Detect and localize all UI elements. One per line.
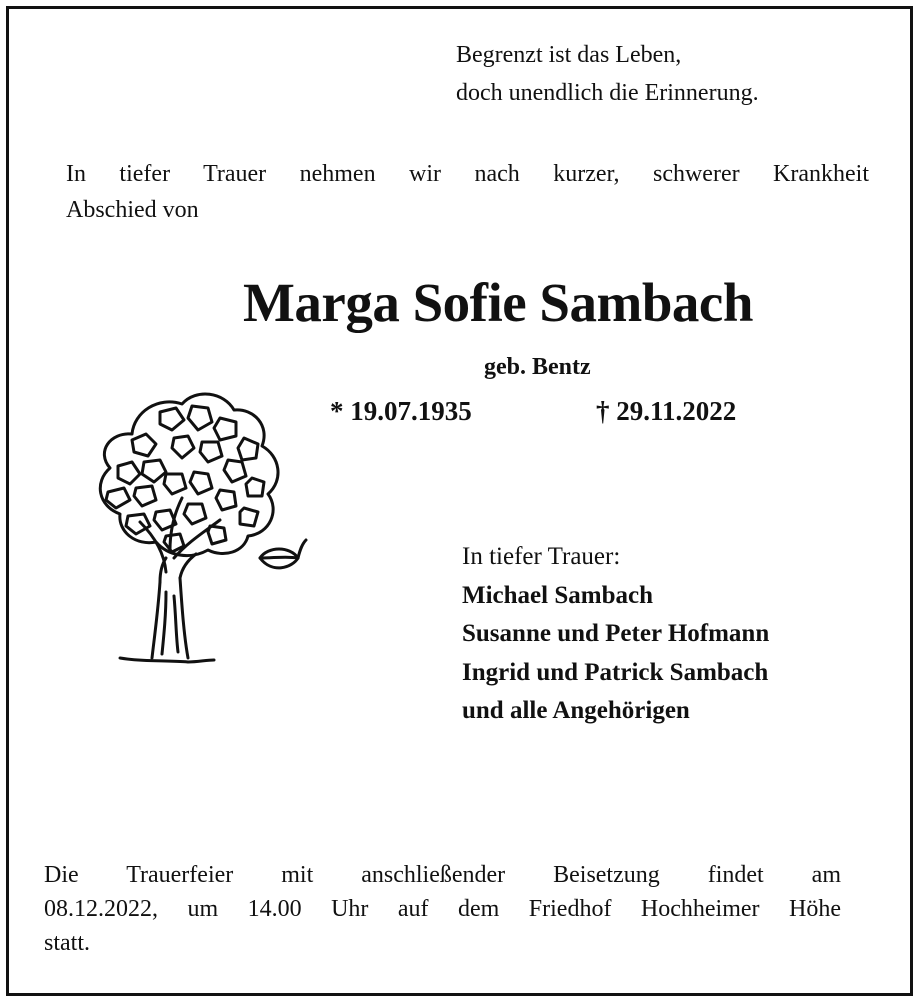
- birth-date: * 19.07.1935: [330, 396, 472, 426]
- death-date: † 29.11.2022: [596, 396, 737, 426]
- motto: [456, 36, 759, 112]
- mourner-name: und alle Angehörigen: [462, 697, 690, 724]
- funeral-notice: [44, 858, 841, 960]
- intro-text: [66, 156, 869, 228]
- mourner-name: Michael Sambach: [462, 581, 653, 609]
- mourner-name: Ingrid und Patrick Sambach: [462, 658, 769, 686]
- funeral-line-2: 08.12.2022, um 14.00 Uhr auf dem Friedhof Hochheimer Höhe: [44, 896, 841, 922]
- funeral-line-3: statt.: [44, 930, 90, 956]
- mourners-heading: In tiefer Trauer:: [462, 543, 621, 570]
- intro-line-1: In tiefer Trauer nehmen wir nach kurzer, schwerer Krankheit: [66, 161, 869, 187]
- falling-leaf-icon: [260, 540, 306, 568]
- funeral-line-1: Die Trauerfeier mit anschließender Beisetzung findet am: [44, 862, 841, 888]
- mourner-name: Susanne und Peter Hofmann: [462, 620, 770, 647]
- intro-line-2: Abschied von: [66, 197, 199, 223]
- mourners-list: [462, 538, 769, 731]
- maiden-name: geb. Bentz: [484, 354, 591, 380]
- motto-line-1: Begrenzt ist das Leben,: [456, 42, 682, 68]
- deceased-name: Marga Sofie Sambach: [243, 272, 753, 333]
- motto-line-2: doch unendlich die Erinnerung.: [456, 80, 759, 106]
- tree-illustration: [48, 382, 318, 672]
